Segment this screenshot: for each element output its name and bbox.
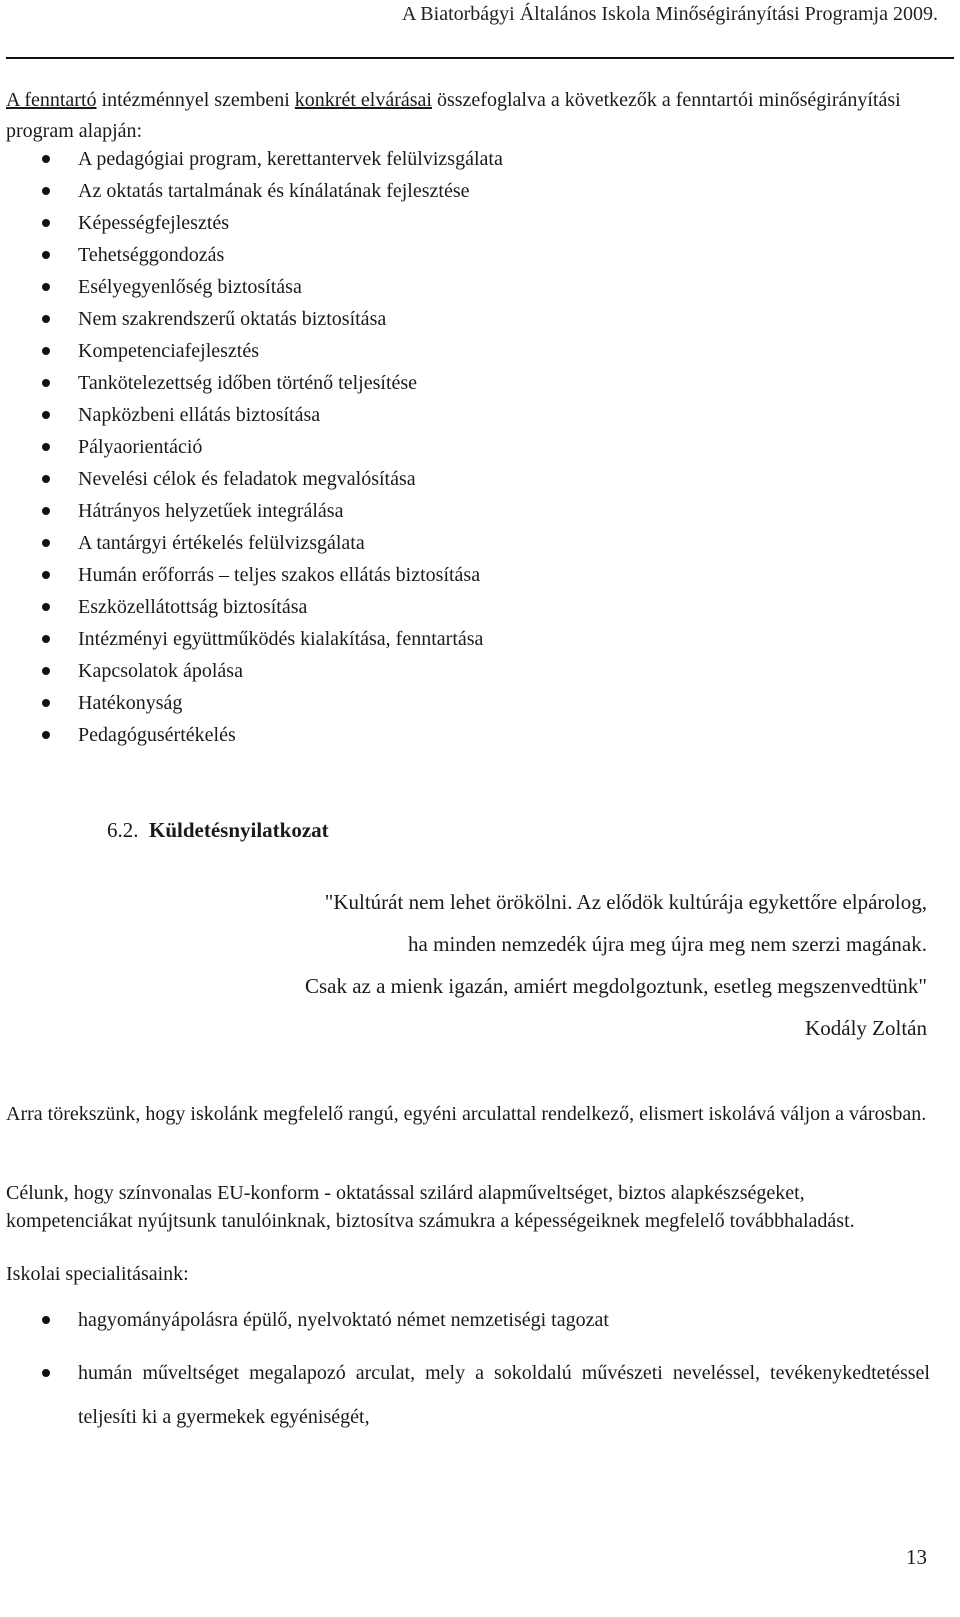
bullet-icon bbox=[42, 475, 50, 483]
bullet-icon bbox=[42, 571, 50, 579]
section-title: Küldetésnyilatkozat bbox=[149, 818, 329, 842]
list-item: Pályaorientáció bbox=[0, 431, 503, 463]
bullet-icon bbox=[42, 443, 50, 451]
bullet-icon bbox=[42, 379, 50, 387]
intro-text-1: intézménnyel szembeni bbox=[96, 89, 295, 111]
goal-paragraph: Célunk, hogy színvonalas EU-konform - oktatással szilárd alapműveltséget, biztos alapkészségeket, kompetenciákat nyújtsunk tanulóinknak, biztosítva számukra a képességeiknek megfelelő továbbhaladást. bbox=[6, 1182, 855, 1232]
list-item: Napközbeni ellátás biztosítása bbox=[0, 399, 503, 431]
list-item: Hatékonyság bbox=[0, 687, 503, 719]
bullet-icon bbox=[42, 1316, 50, 1324]
bullet-icon bbox=[42, 699, 50, 707]
intro-link-fenntarto: A fenntartó bbox=[6, 89, 97, 111]
bullet-icon bbox=[42, 539, 50, 547]
bullet-icon bbox=[42, 507, 50, 515]
intro-link-elvarasai: konkrét elvárásai bbox=[294, 89, 432, 111]
bullet-icon bbox=[42, 347, 50, 355]
bullet-icon bbox=[42, 603, 50, 611]
list-item: Képességfejlesztés bbox=[0, 207, 503, 239]
bullet-icon bbox=[42, 635, 50, 643]
list-item: Kapcsolatok ápolása bbox=[0, 655, 503, 687]
mission-paragraph: Arra törekszünk, hogy iskolánk megfelelő rangú, egyéni arculattal rendelkező, elismert iskolává váljon a városban. bbox=[6, 1103, 927, 1125]
bullet-icon bbox=[42, 187, 50, 195]
list-item: Eszközellátottság biztosítása bbox=[0, 591, 503, 623]
list-item: Hátrányos helyzetűek integrálása bbox=[0, 495, 503, 527]
list-item: Nem szakrendszerű oktatás biztosítása bbox=[0, 303, 503, 335]
list-item: Nevelési célok és feladatok megvalósítása bbox=[0, 463, 503, 495]
list-item: humán műveltséget megalapozó arculat, mely a sokoldalú művészeti neveléssel, tevékenykedtetéssel teljesíti ki a gyermekek egyéniségét, bbox=[0, 1351, 930, 1439]
quote-line-2: ha minden nemzedék újra meg újra meg nem szerzi magának. bbox=[408, 932, 927, 956]
bullet-icon bbox=[42, 283, 50, 291]
bullet-icon bbox=[42, 667, 50, 675]
bullet-icon bbox=[42, 251, 50, 259]
bullet-icon bbox=[42, 411, 50, 419]
bullet-icon bbox=[42, 731, 50, 739]
bullet-icon bbox=[42, 315, 50, 323]
list-item: Kompetenciafejlesztés bbox=[0, 335, 503, 367]
list-item: Pedagógusértékelés bbox=[0, 719, 503, 751]
list-item: Az oktatás tartalmának és kínálatának fejlesztése bbox=[0, 175, 503, 207]
intro-text-2: összefoglalva a következők a fenntartói minőségirányítási program alapján: bbox=[6, 89, 901, 142]
list-item: Tehetséggondozás bbox=[0, 239, 503, 271]
list-item: Tankötelezettség időben történő teljesítése bbox=[0, 367, 503, 399]
header-divider bbox=[6, 57, 954, 59]
specialties-list bbox=[0, 1303, 930, 1439]
section-number: 6.2. bbox=[107, 818, 139, 842]
list-item: Esélyegyenlőség biztosítása bbox=[0, 271, 503, 303]
list-item: Humán erőforrás – teljes szakos ellátás biztosítása bbox=[0, 559, 503, 591]
list-item: hagyományápolásra épülő, nyelvoktató német nemzetiségi tagozat bbox=[0, 1303, 930, 1337]
bullet-icon bbox=[42, 155, 50, 163]
requirements-list bbox=[0, 143, 503, 751]
specialties-heading: Iskolai specialitásaink: bbox=[6, 1263, 189, 1285]
bullet-icon bbox=[42, 1369, 50, 1377]
list-item: A tantárgyi értékelés felülvizsgálata bbox=[0, 527, 503, 559]
list-item: A pedagógiai program, kerettantervek felülvizsgálata bbox=[0, 143, 503, 175]
intro-paragraph bbox=[6, 85, 930, 147]
quote-author: Kodály Zoltán bbox=[805, 1016, 927, 1040]
list-item: Intézményi együttműködés kialakítása, fenntartása bbox=[0, 623, 503, 655]
quote-line-1: "Kultúrát nem lehet örökölni. Az elődök kultúrája egykettőre elpárolog, bbox=[324, 890, 927, 914]
page-number: 13 bbox=[906, 1545, 927, 1569]
quote-line-3: Csak az a mienk igazán, amiért megdolgoztunk, esetleg megszenvedtünk" bbox=[304, 974, 927, 998]
bullet-icon bbox=[42, 219, 50, 227]
document-header-title: A Biatorbágyi Általános Iskola Minőségirányítási Programja 2009. bbox=[401, 3, 938, 25]
